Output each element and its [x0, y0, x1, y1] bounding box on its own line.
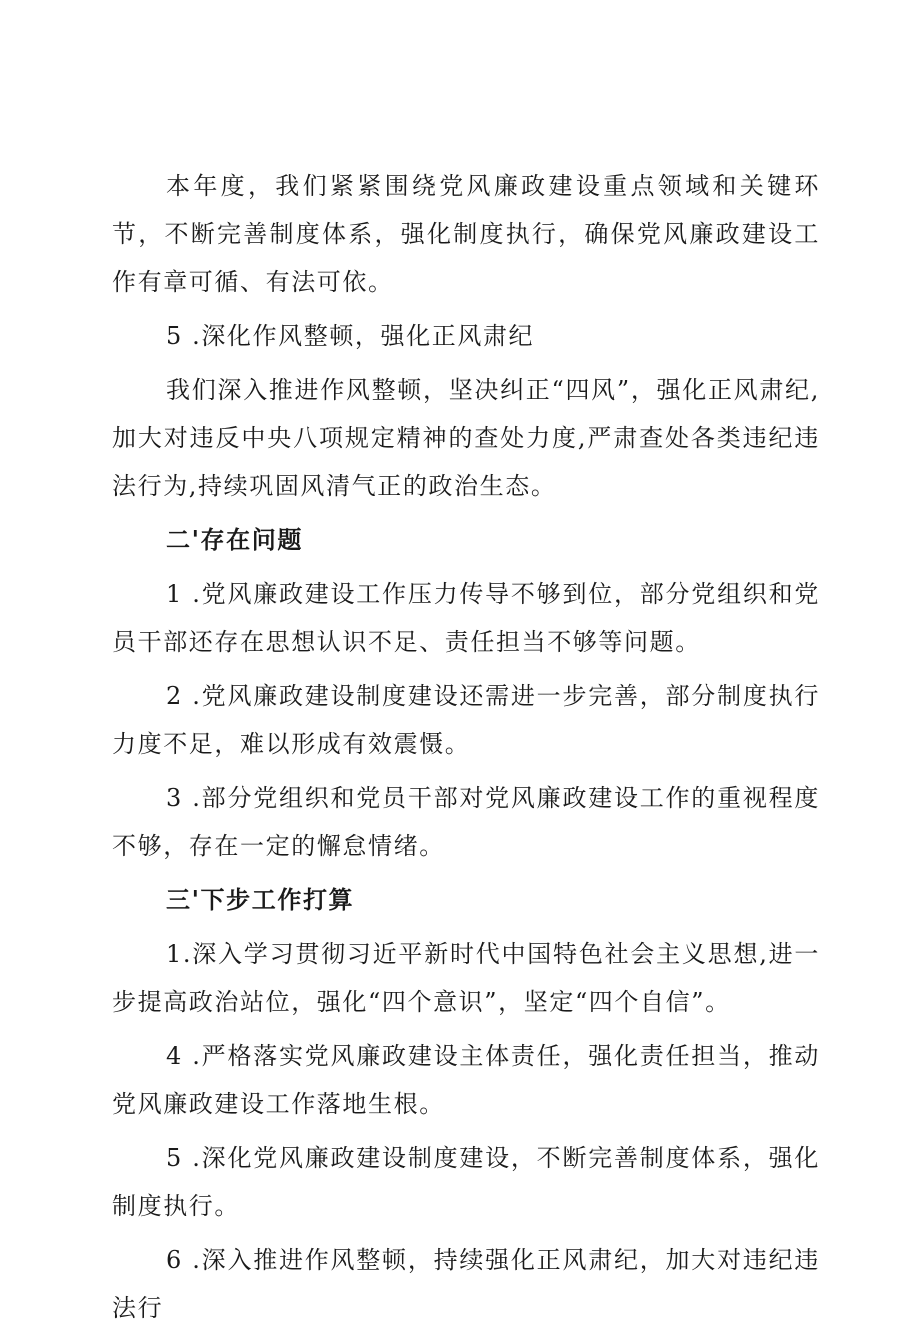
- paragraph-institution-building: 本年度，我们紧紧围绕党风廉政建设重点领域和关键环节，不断完善制度体系，强化制度执行，确保党风廉政建设工作有章可循、有法可依。: [112, 172, 820, 296]
- problem-item-2: 2 .党风廉政建设制度建设还需进一步完善，部分制度执行力度不足，难以形成有效震慑。: [112, 682, 820, 758]
- plan-item-6: 6 .深入推进作风整顿，持续强化正风肃纪，加大对违纪违法行: [112, 1246, 820, 1322]
- plan-item-5: 5 .深化党风廉政建设制度建设，不断完善制度体系，强化制度执行。: [112, 1144, 820, 1220]
- section-heading-problems: 二'存在问题: [166, 525, 303, 554]
- plan-item-4: 4 .严格落实党风廉政建设主体责任，强化责任担当，推动党风廉政建设工作落地生根。: [112, 1042, 820, 1118]
- problem-item-1: 1 .党风廉政建设工作压力传导不够到位，部分党组织和党员干部还存在思想认识不足、责任担当不够等问题。: [112, 580, 820, 656]
- problem-item-3: 3 .部分党组织和党员干部对党风廉政建设工作的重视程度不够，存在一定的懈怠情绪。: [112, 784, 820, 860]
- plan-item-1: 1.深入学习贯彻习近平新时代中国特色社会主义思想,进一步提高政治站位，强化“四个意识”，坚定“四个自信”。: [112, 940, 820, 1016]
- section-heading-next-steps: 三'下步工作打算: [166, 885, 355, 914]
- document-body: [112, 162, 820, 1338]
- subheading-style-rectification: 5 .深化作风整顿，强化正风肃纪: [166, 322, 535, 350]
- paragraph-style-rectification: 我们深入推进作风整顿，坚决纠正“四风”，强化正风肃纪,加大对违反中央八项规定精神的查处力度,严肃查处各类违纪违法行为,持续巩固风清气正的政治生态。: [112, 376, 820, 500]
